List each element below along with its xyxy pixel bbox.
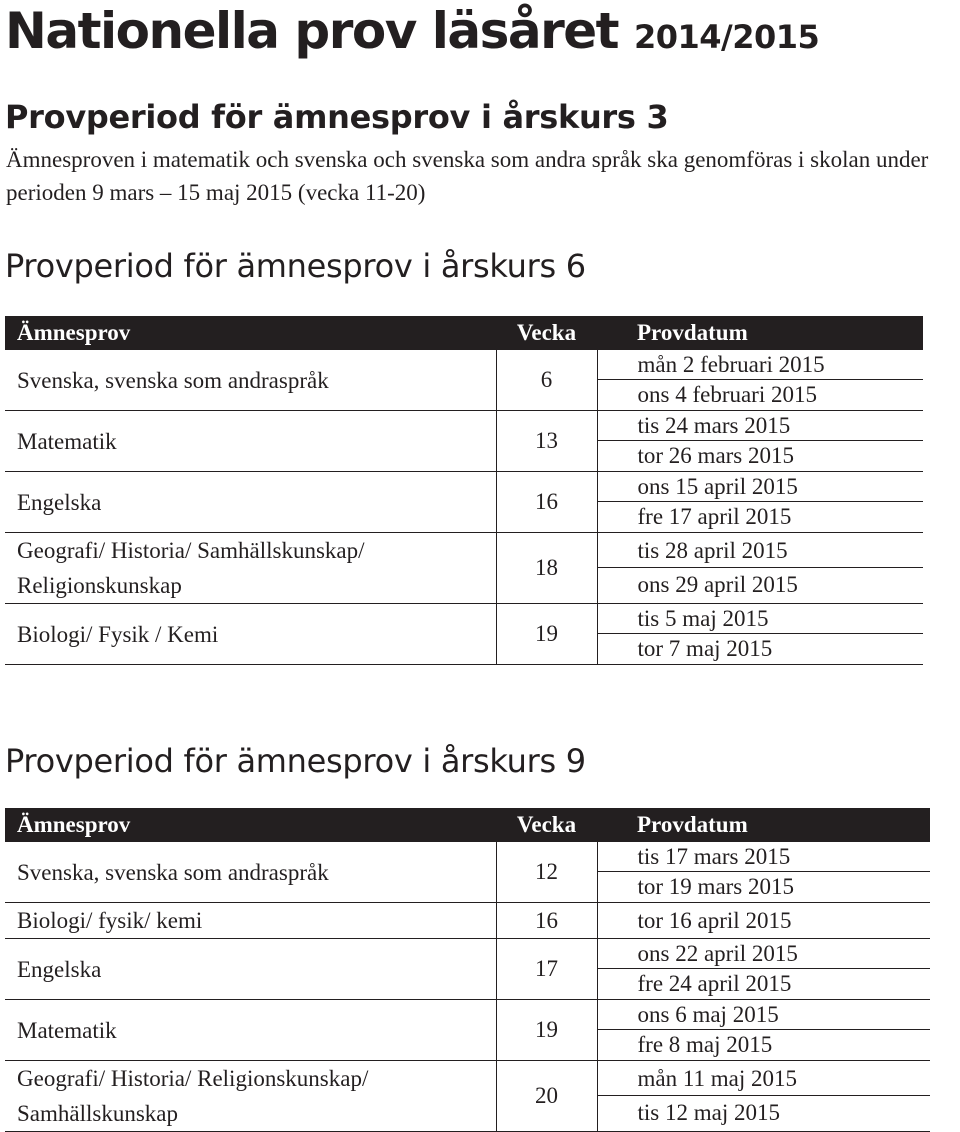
cell-date xyxy=(597,411,923,472)
table-header-row xyxy=(5,808,930,842)
column-header-subject: Ämnesprov xyxy=(5,808,496,842)
cell-subject: Matematik xyxy=(5,411,496,472)
date-entry: ons 4 februari 2015 xyxy=(637,382,817,407)
cell-week: 16 xyxy=(496,903,597,939)
cell-week: 18 xyxy=(496,533,597,604)
subject-line: Geografi/ Historia/ Religionskunskap/ xyxy=(17,1066,369,1091)
table-row xyxy=(5,939,930,1000)
school-year: 2014/2015 xyxy=(633,18,820,56)
cell-date xyxy=(597,903,930,939)
subject-line: Samhällskunskap xyxy=(17,1101,178,1126)
cell-subject xyxy=(5,1061,496,1132)
table-row xyxy=(5,472,923,533)
grade6-table-body xyxy=(5,350,923,665)
date-entry: tis 5 maj 2015 xyxy=(598,604,924,634)
cell-date xyxy=(597,350,923,411)
table-row xyxy=(5,350,923,411)
date-entry: tor 16 april 2015 xyxy=(637,907,792,933)
cell-week: 19 xyxy=(496,1000,597,1061)
table-row xyxy=(5,1061,930,1132)
page-title-text: Nationella prov läsåret xyxy=(5,2,619,60)
date-entry: ons 22 april 2015 xyxy=(598,939,931,969)
grade6-heading: Provperiod för ämnesprov i årskurs 6 xyxy=(5,247,586,285)
table-row xyxy=(5,533,923,604)
cell-subject: Biologi/ Fysik / Kemi xyxy=(5,604,496,665)
subject-line: Geografi/ Historia/ Samhällskunskap/ xyxy=(17,538,365,563)
date-entry: ons 29 april 2015 xyxy=(637,572,798,597)
cell-date xyxy=(597,1000,930,1061)
subject-line: Religionskunskap xyxy=(17,573,182,598)
table-row xyxy=(5,842,930,903)
cell-date xyxy=(597,939,930,1000)
date-entry: tis 17 mars 2015 xyxy=(598,842,931,872)
column-header-week: Vecka xyxy=(496,808,597,842)
table-header-row xyxy=(5,316,923,350)
date-entry: ons 6 maj 2015 xyxy=(598,1000,931,1030)
cell-subject: Engelska xyxy=(5,939,496,1000)
date-entry: fre 24 april 2015 xyxy=(637,971,792,996)
column-header-date: Provdatum xyxy=(597,316,923,350)
date-entry: fre 8 maj 2015 xyxy=(637,1032,773,1057)
cell-subject: Svenska, svenska som andraspråk xyxy=(5,350,496,411)
cell-week: 12 xyxy=(496,842,597,903)
cell-subject: Engelska xyxy=(5,472,496,533)
table-row xyxy=(5,604,923,665)
cell-date xyxy=(597,842,930,903)
cell-week: 19 xyxy=(496,604,597,665)
grade3-description: Ämnesproven i matematik och svenska och svenska som andra språk ska genomföras i skolan under perioden 9 mars – 15 maj 2015 (vecka 11-20) xyxy=(6,147,929,205)
cell-subject: Biologi/ fysik/ kemi xyxy=(5,903,496,939)
grade6-schedule-table xyxy=(5,316,923,665)
cell-date xyxy=(597,533,923,604)
date-entry: tis 12 maj 2015 xyxy=(637,1100,780,1125)
column-header-subject: Ämnesprov xyxy=(5,316,496,350)
date-entry: tor 26 mars 2015 xyxy=(637,443,795,468)
cell-subject: Matematik xyxy=(5,1000,496,1061)
grade3-heading: Provperiod för ämnesprov i årskurs 3 xyxy=(5,98,669,136)
table-row xyxy=(5,1000,930,1061)
date-entry: mån 2 februari 2015 xyxy=(598,350,924,380)
table-row xyxy=(5,411,923,472)
date-entry: tis 24 mars 2015 xyxy=(598,411,924,441)
grade9-schedule-table xyxy=(5,808,930,1132)
page-title xyxy=(5,0,819,68)
date-entry: tor 7 maj 2015 xyxy=(637,636,773,661)
cell-date xyxy=(597,604,923,665)
table-row xyxy=(5,903,930,939)
cell-week: 20 xyxy=(496,1061,597,1132)
date-entry: mån 11 maj 2015 xyxy=(598,1062,931,1096)
cell-week: 17 xyxy=(496,939,597,1000)
grade9-table-body xyxy=(5,842,930,1132)
cell-week: 6 xyxy=(496,350,597,411)
date-entry: fre 17 april 2015 xyxy=(637,504,792,529)
date-entry: tor 19 mars 2015 xyxy=(637,874,795,899)
date-entry: ons 15 april 2015 xyxy=(598,472,924,502)
cell-subject: Svenska, svenska som andraspråk xyxy=(5,842,496,903)
column-header-week: Vecka xyxy=(496,316,597,350)
cell-week: 13 xyxy=(496,411,597,472)
column-header-date: Provdatum xyxy=(597,808,930,842)
cell-date xyxy=(597,1061,930,1132)
cell-date xyxy=(597,472,923,533)
cell-subject xyxy=(5,533,496,604)
grade9-heading: Provperiod för ämnesprov i årskurs 9 xyxy=(5,742,586,780)
date-entry: tis 28 april 2015 xyxy=(598,534,924,568)
cell-week: 16 xyxy=(496,472,597,533)
